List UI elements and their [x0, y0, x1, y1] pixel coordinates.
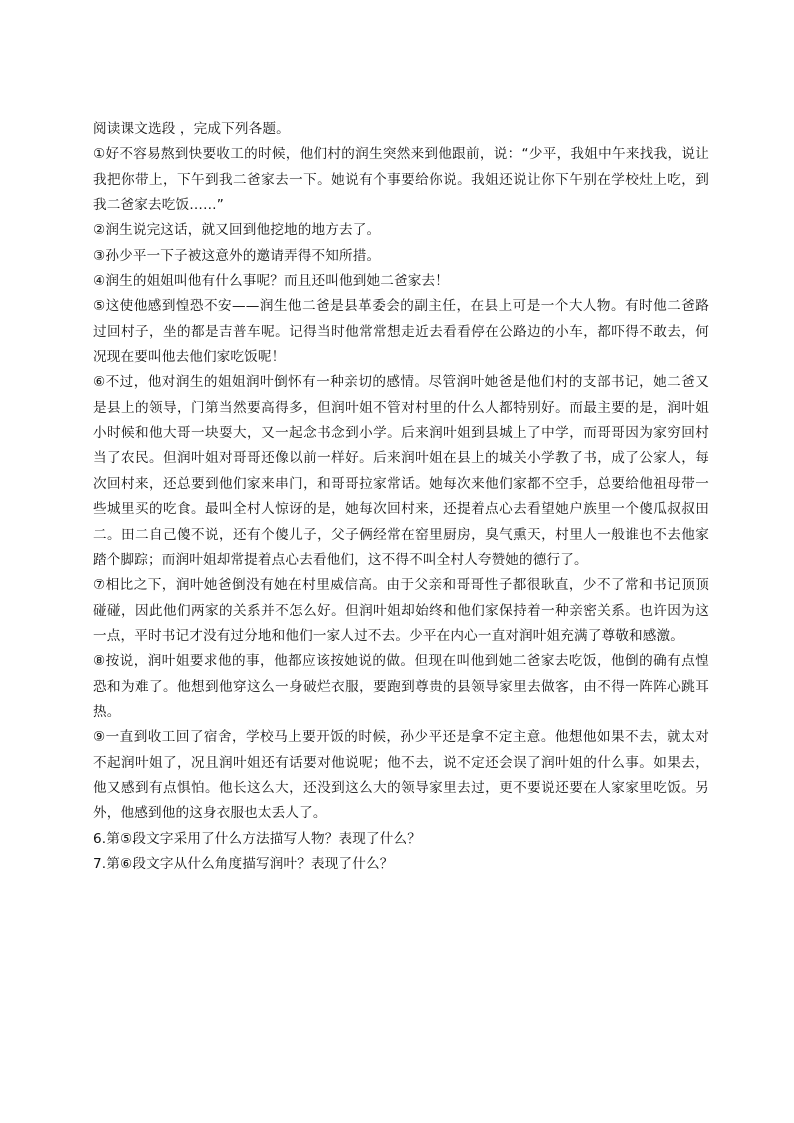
- paragraph-2: ②润生说完这话，就又回到他挖地的地方去了。: [93, 222, 381, 239]
- paragraph-4: ④润生的姐姐叫他有什么事呢？而且还叫他到她二爸家去！: [93, 273, 449, 290]
- paragraph-3: ③孙少平一下子被这意外的邀请弄得不知所措。: [93, 247, 381, 264]
- reading-instruction: 阅读课文选段 ，完成下列各题。: [93, 121, 290, 137]
- paragraph-7: ⑦相比之下，润叶她爸倒没有她在村里威信高。由于父亲和哥哥性子都很耿直，少不了常和书记顶顶碰碰，因此他们两家的关系并不怎么好。但润叶姐却始终和他们家保持着一种亲密关系。也许因为这一点，平时书记才没有过分地和他们一家人过不去。少平在内心一直对润叶姐充满了尊敬和感激。: [93, 577, 709, 644]
- paragraph-9: ⑨一直到收工回了宿舍，学校马上要开饭的时候，孙少平还是拿不定主意。他想他如果不去，就太对不起润叶姐了，况且润叶姐还有话要对他说呢；他不去，说不定还会误了润叶姐的什么事。如果去，他又感到有点惧怕。他长这么大，还没到这么大的领导家里去过，更不要说还要在人家家里吃饭。另外，他感到他的这身衣服也太丢人了。: [93, 729, 709, 822]
- question-6: 6.第⑤段文字采用了什么方法描写人物？表现了什么？: [93, 830, 421, 847]
- paragraph-8: ⑧按说，润叶姐要求他的事，他都应该按她说的做。但现在叫他到她二爸家去吃饭，他倒的确有点惶恐和为难了。他想到他穿这么一身破烂衣服，要跑到尊贵的县领导家里去做客，由不得一阵阵心跳耳热。: [93, 653, 709, 720]
- reading-passage: [93, 117, 709, 877]
- question-7: 7.第⑥段文字从什么角度描写润叶？表现了什么？: [93, 855, 394, 872]
- paragraph-1: ①好不容易熬到快要收工的时候，他们村的润生突然来到他跟前，说：“少平，我姐中午来找我，说让我把你带上，下午到我二爸家去一下。她说有个事要给你说。我姐还说让你下午别在学校灶上吃，到我二爸家去吃饭……”: [93, 146, 709, 214]
- paragraph-5: ⑤这使他感到惶恐不安——润生他二爸是县革委会的副主任，在县上可是一个大人物。有时他二爸路过回村子，坐的都是吉普车呢。记得当时他常常想走近去看看停在公路边的小车，都吓得不敢去，何况现在要叫他去他们家吃饭呢！: [93, 298, 709, 366]
- paragraph-6: ⑥不过，他对润生的姐姐润叶倒怀有一种亲切的感情。尽管润叶她爸是他们村的支部书记，她二爸又是县上的领导，门第当然要高得多，但润叶姐不管对村里的什么人都特别好。而最主要的是，润叶姐小时候和他大哥一块耍大，又一起念书念到小学。后来润叶姐到县城上了中学，而哥哥因为家穷回村当了农民。但润叶姐对哥哥还像以前一样好。后来润叶姐在县上的城关小学教了书，成了公家人，每次回村来，还总要到他们家来串门，和哥哥拉家常话。她每次来他们家都不空手，总要给他祖母带一些城里买的吃食。最叫全村人惊讶的是，她每次回村来，还提着点心去看望她户族里一个傻瓜叔叔田二。田二自己傻不说，还有个傻儿子，父子俩经常在窑里厨房，臭气熏天，村里人一般谁也不去他家踏个脚踪；而润叶姐却常提着点心去看他们，这不得不叫全村人夸赞她的德行了。: [93, 374, 709, 568]
